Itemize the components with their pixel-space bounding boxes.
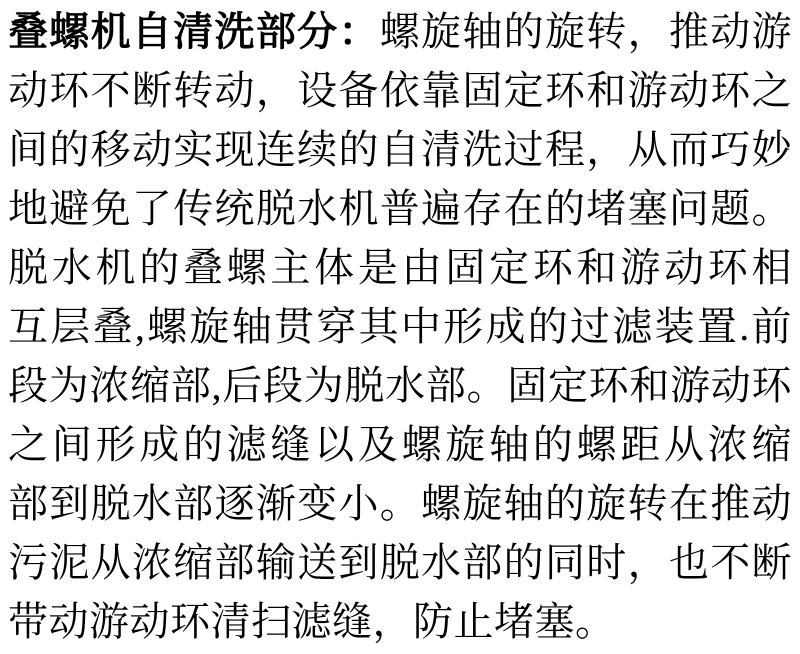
text-line: 脱水机的叠螺主体是由固定环和游动环相: [8, 245, 792, 290]
text-line: 部到脱水部逐渐变小。螺旋轴的旋转在推动: [8, 481, 792, 526]
text-line: 互层叠,螺旋轴贯穿其中形成的过滤装置.前: [8, 304, 792, 349]
text-line: 带动游动环清扫滤缝，防止堵塞。: [8, 599, 616, 644]
text-line: 动环不断转动，设备依靠固定环和游动环之: [8, 68, 792, 113]
text-line-content: 螺旋轴的旋转，推动游: [379, 9, 792, 54]
text-line: 段为浓缩部,后段为脱水部。固定环和游动环: [8, 363, 792, 408]
text-line: [8, 2, 792, 61]
self-cleaning-paragraph: [8, 2, 792, 651]
paragraph-heading: 叠螺机自清洗部分：: [8, 9, 380, 54]
text-line: 地避免了传统脱水机普遍存在的堵塞问题。: [8, 186, 792, 231]
text-line: 间的移动实现连续的自清洗过程，从而巧妙: [8, 127, 792, 172]
text-line: 污泥从浓缩部输送到脱水部的同时，也不断: [8, 540, 792, 585]
text-line: 之间形成的滤缝以及螺旋轴的螺距从浓缩: [8, 422, 792, 467]
